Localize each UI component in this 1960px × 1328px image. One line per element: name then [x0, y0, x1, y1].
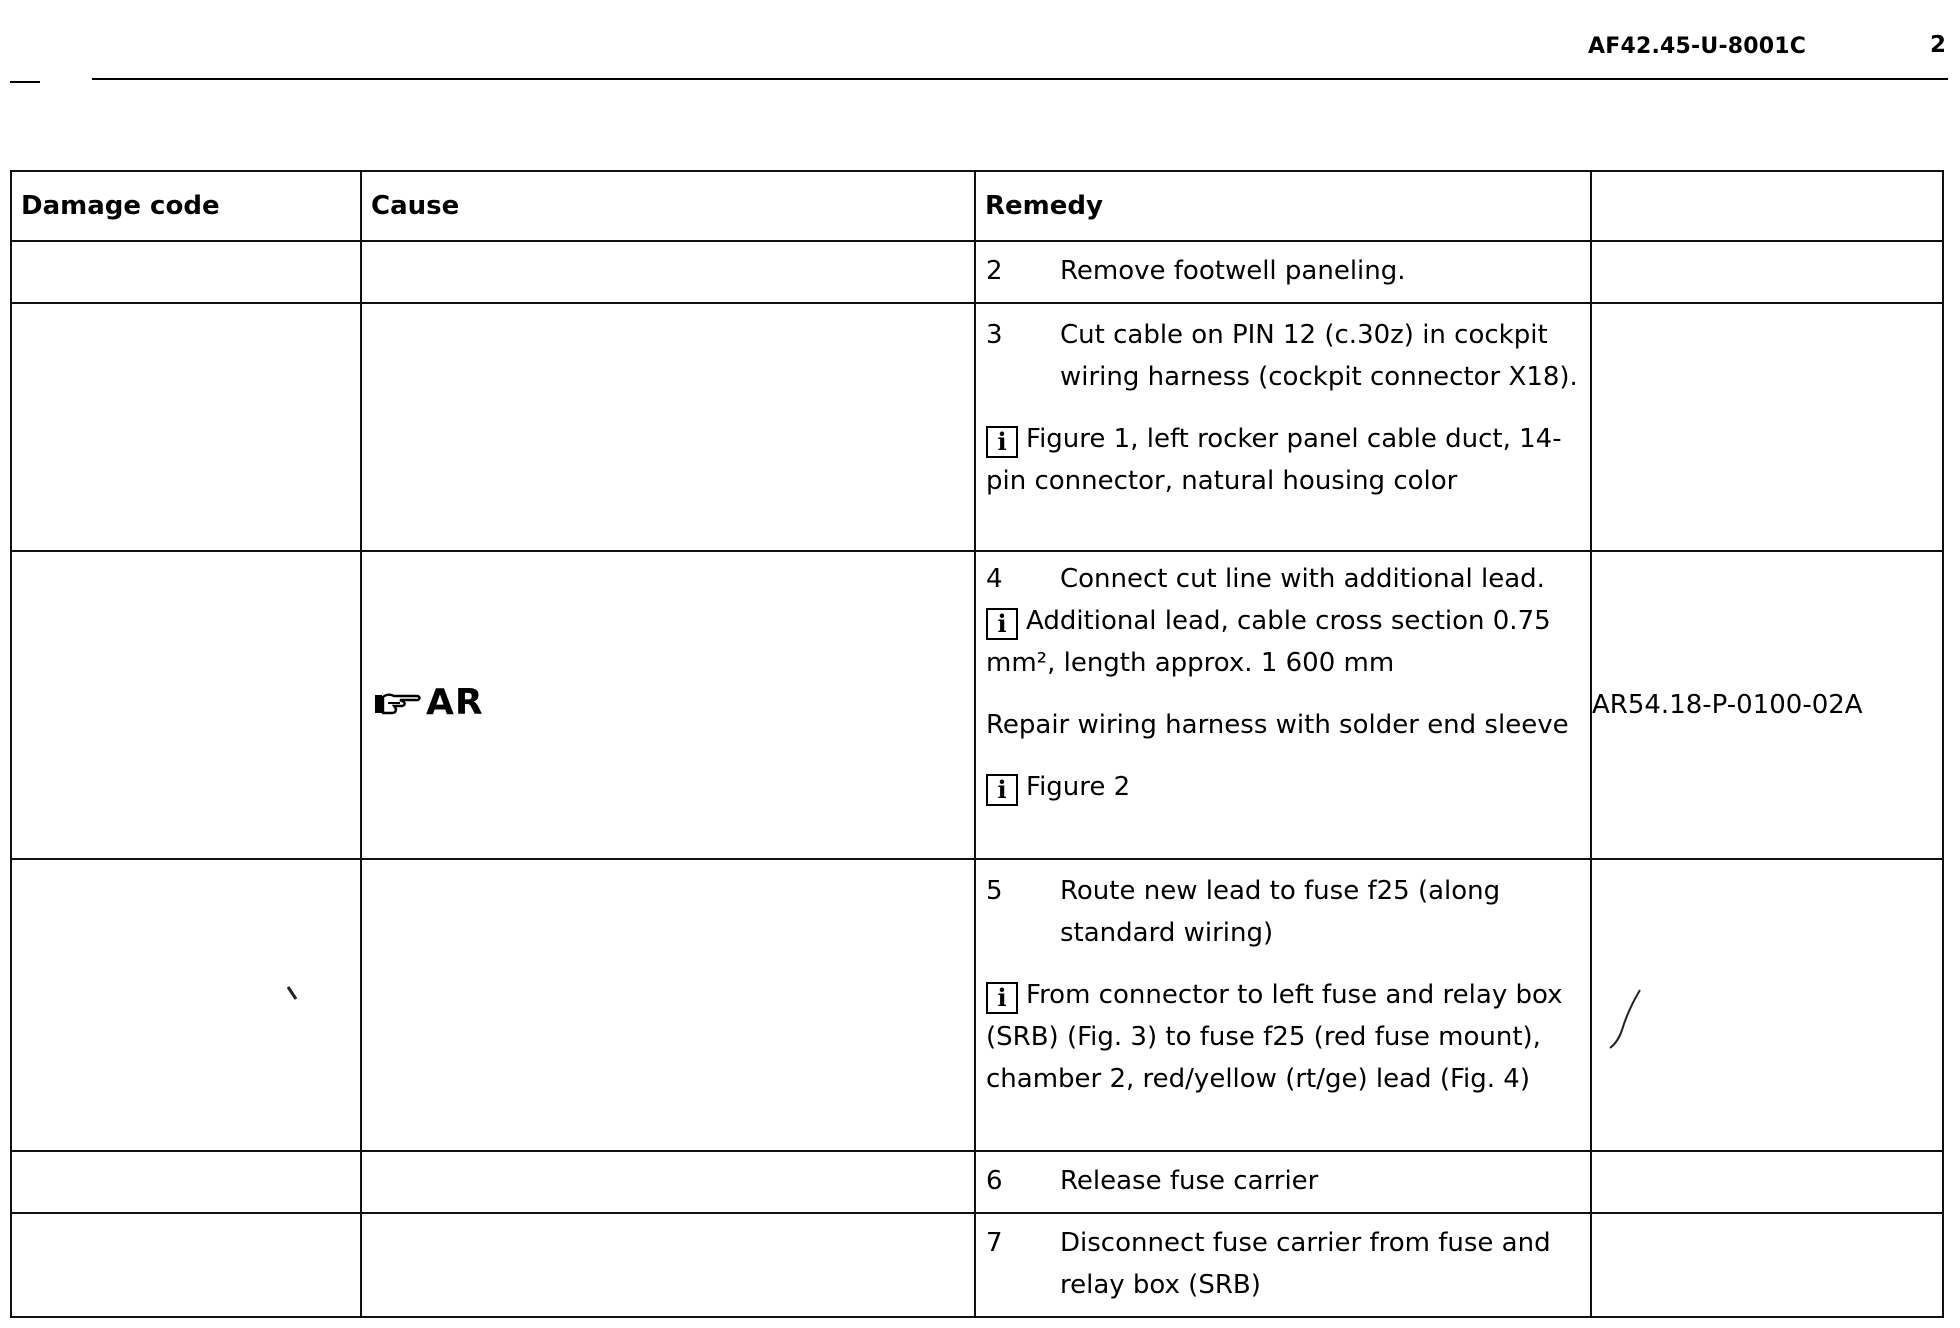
column-header-remedy: Remedy — [975, 171, 1591, 241]
header-rule — [92, 78, 1948, 80]
cause-cell — [361, 241, 975, 303]
reference-cell — [1591, 1151, 1943, 1213]
step-number: 6 — [986, 1166, 1003, 1196]
remedy-step — [986, 1160, 1580, 1202]
info-text: Figure 2 — [1026, 772, 1131, 802]
reference-cell — [1591, 241, 1943, 303]
damage-code-cell — [11, 551, 361, 859]
table-row — [11, 859, 1943, 1151]
remedy-cell — [975, 551, 1591, 859]
info-note — [986, 766, 1580, 808]
remedy-step — [986, 870, 1580, 954]
damage-code-cell — [11, 859, 361, 1151]
step-text: Disconnect fuse carrier from fuse and relay box (SRB) — [1060, 1228, 1551, 1300]
cause-reference-label: AR — [426, 682, 484, 723]
remedy-cell — [975, 1213, 1591, 1317]
table-row — [11, 551, 1943, 859]
table-row — [11, 241, 1943, 303]
table-row — [11, 303, 1943, 551]
column-header-reference — [1591, 171, 1943, 241]
damage-code-cell — [11, 303, 361, 551]
step-number: 5 — [986, 876, 1003, 906]
column-header-cause: Cause — [361, 171, 975, 241]
remedy-step — [986, 314, 1580, 398]
info-icon: i — [986, 608, 1018, 640]
scan-mark — [1600, 980, 1650, 1060]
remedy-step — [986, 250, 1580, 292]
step-text: Connect cut line with additional lead. — [1060, 564, 1545, 594]
step-number: 7 — [986, 1228, 1003, 1258]
repair-instruction: Repair wiring harness with solder end sleeve — [986, 710, 1569, 740]
step-number: 2 — [986, 256, 1003, 286]
step-number: 4 — [986, 564, 1003, 594]
info-icon: i — [986, 426, 1018, 458]
info-icon: i — [986, 774, 1018, 806]
table-row — [11, 1213, 1943, 1317]
cause-cell — [361, 1213, 975, 1317]
document-code: AF42.45-U-8001C — [1588, 34, 1807, 59]
step-number: 3 — [986, 320, 1003, 350]
info-note — [986, 600, 1580, 684]
reference-cell — [1591, 303, 1943, 551]
info-text: From connector to left fuse and relay box (SRB) (Fig. 3) to fuse f25 (red fuse mount), chamber 2, red/yellow (rt/ge) lead (Fig. 4) — [986, 980, 1563, 1094]
info-text: Figure 1, left rocker panel cable duct, 14-pin connector, natural housing color — [986, 424, 1562, 496]
table-header-row — [11, 171, 1943, 241]
column-header-damage-code: Damage code — [11, 171, 361, 241]
damage-code-cell — [11, 1151, 361, 1213]
reference-cell — [1591, 551, 1943, 859]
step-text: Cut cable on PIN 12 (c.30z) in cockpit wiring harness (cockpit connector X18). — [1060, 320, 1578, 392]
info-note — [986, 974, 1580, 1100]
remedy-step — [986, 1222, 1580, 1306]
damage-code-cell — [11, 1213, 361, 1317]
manual-reference-marker — [362, 682, 974, 724]
remedy-cell — [975, 241, 1591, 303]
info-text: Additional lead, cable cross section 0.75 mm², length approx. 1 600 mm — [986, 606, 1551, 678]
step-text: Route new lead to fuse f25 (along standard wiring) — [1060, 876, 1501, 948]
cause-cell — [361, 1151, 975, 1213]
remedy-step — [986, 558, 1580, 600]
info-note — [986, 418, 1580, 502]
damage-code-cell — [11, 241, 361, 303]
pointing-hand-icon — [374, 688, 422, 718]
cause-cell — [361, 303, 975, 551]
remedy-cell — [975, 859, 1591, 1151]
cause-cell — [361, 859, 975, 1151]
reference-code: AR54.18-P-0100-02A — [1592, 690, 1863, 720]
page-number: 2 — [1930, 32, 1947, 58]
step-text: Release fuse carrier — [1060, 1166, 1319, 1196]
scan-mark — [286, 985, 302, 1005]
info-icon: i — [986, 982, 1018, 1014]
reference-cell — [1591, 1213, 1943, 1317]
remedy-cell — [975, 1151, 1591, 1213]
header-rule-left — [10, 81, 40, 83]
step-text: Remove footwell paneling. — [1060, 256, 1406, 286]
remedy-cell — [975, 303, 1591, 551]
table-row — [11, 1151, 1943, 1213]
cause-cell — [361, 551, 975, 859]
damage-remedy-table — [10, 170, 1944, 1318]
